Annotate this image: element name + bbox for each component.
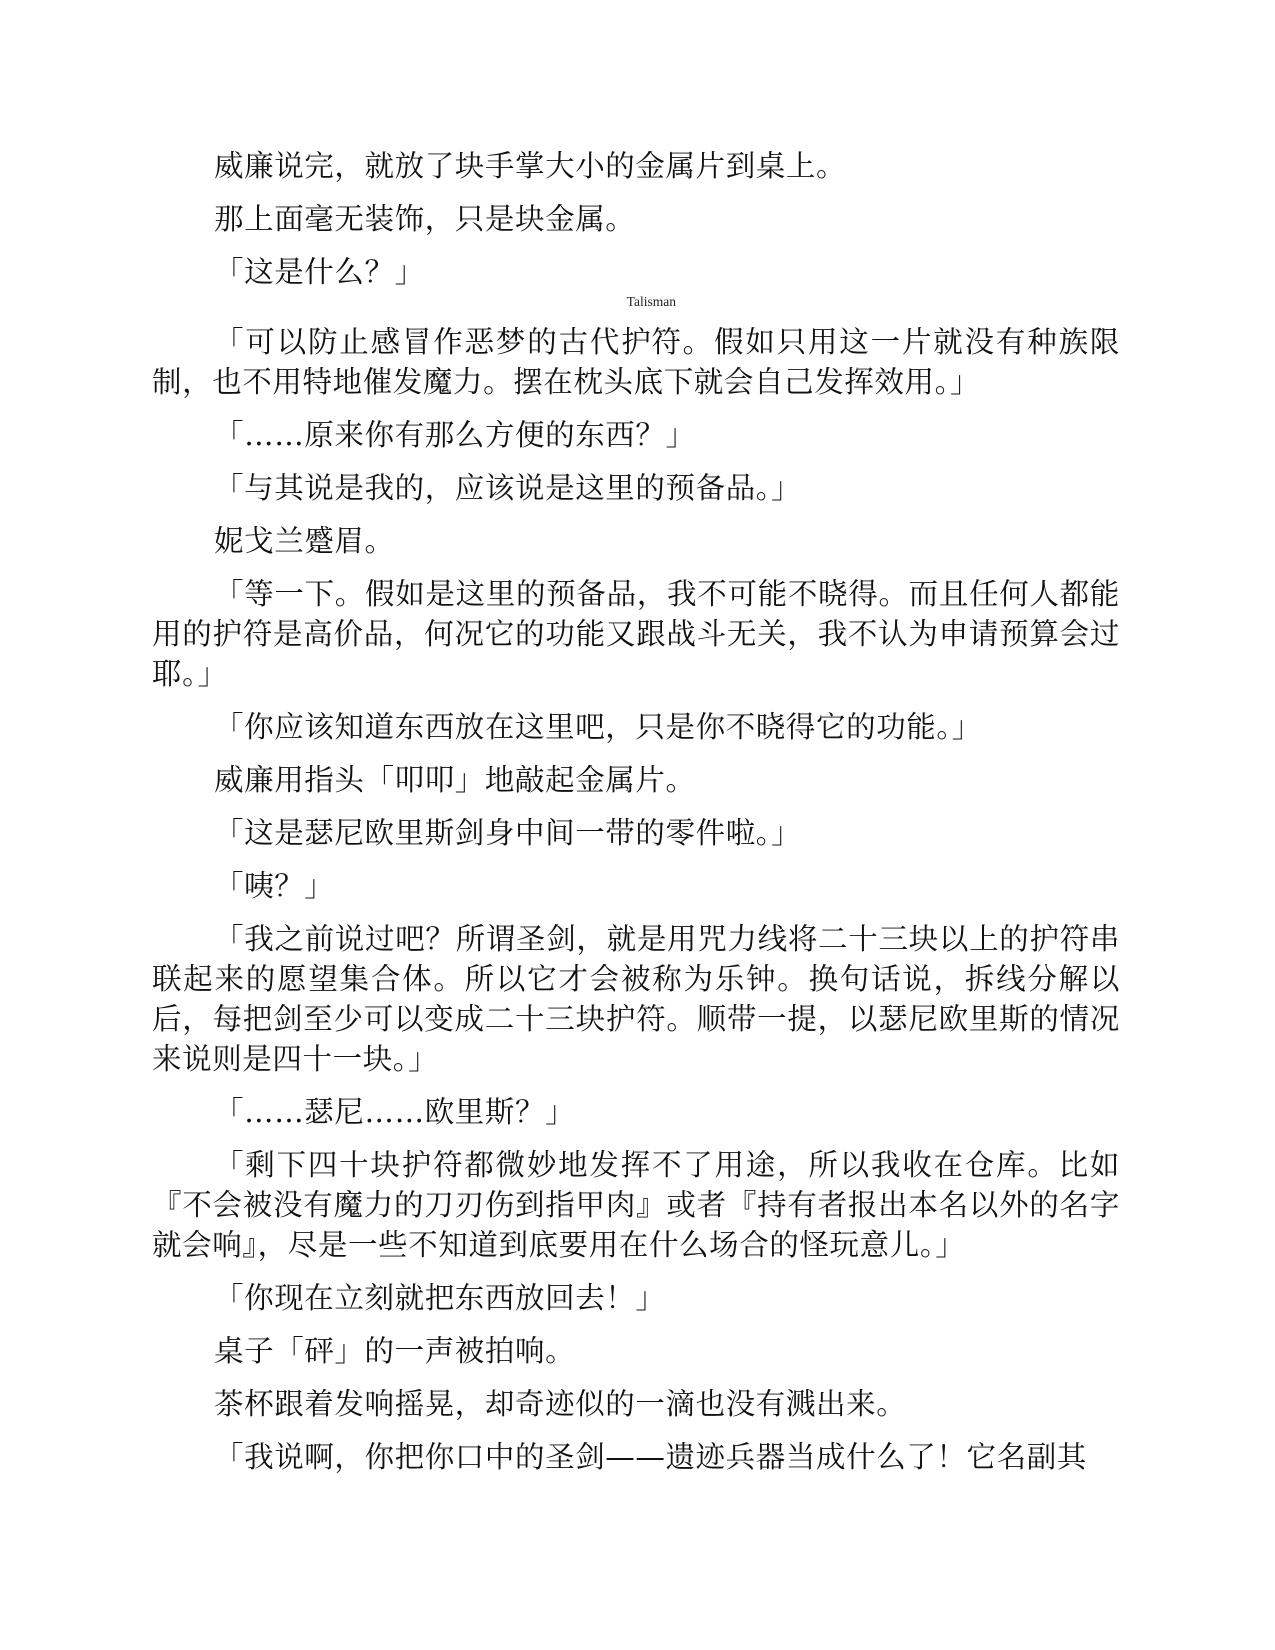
- paragraph-16: 「你现在立刻就把东西放回去！」: [214, 1281, 666, 1315]
- paragraph-3: 「这是什么？」: [214, 255, 425, 289]
- paragraph-8: 「等一下。假如是这里的预备品，我不可能不晓得。而且任何人都能用的护符是高价品，何况它的功能又跟战斗无关，我不认为申请预算会过耶。」: [152, 577, 1120, 691]
- paragraph-14: 「……瑟尼……欧里斯？」: [214, 1095, 576, 1129]
- paragraph-19: 「我说啊，你把你口中的圣剑——遗迹兵器当成什么了！它名副其: [214, 1440, 1087, 1474]
- paragraph-5: 「……原来你有那么方便的东西？」: [214, 418, 696, 452]
- paragraph-4: [152, 294, 1120, 402]
- ruby-word: [621, 294, 682, 362]
- paragraph-4-after: 。假如只用这一片就没有种族限制，也不用特地催发魔力。摆在枕头底下就会自己发挥效用。」: [152, 325, 1120, 399]
- paragraph-17: 桌子「砰」的一声被拍响。: [214, 1334, 576, 1368]
- paragraph-9: 「你应该知道东西放在这里吧，只是你不晓得它的功能。」: [214, 710, 982, 744]
- paragraph-4-before: 「可以防止感冒作恶梦的古代: [214, 325, 622, 359]
- paragraph-10: 威廉用指头「叩叩」地敲起金属片。: [214, 763, 696, 797]
- novel-text-body: [152, 146, 1120, 1477]
- paragraph-13: 「我之前说过吧？所谓圣剑，就是用咒力线将二十三块以上的护符串联起来的愿望集合体。所以它才会被称为乐钟。换句话说，拆线分解以后，每把剑至少可以变成二十三块护符。顺带一提，以瑟尼欧里斯的情况来说则是四十一块。」: [152, 922, 1120, 1076]
- paragraph-2: 那上面毫无装饰，只是块金属。: [214, 202, 636, 236]
- paragraph-15: 「剩下四十块护符都微妙地发挥不了用途，所以我收在仓库。比如『不会被没有魔力的刀刃伤到指甲肉』或者『持有者报出本名以外的名字就会响』，尽是一些不知道到底要用在什么场合的怪玩意儿。」: [152, 1148, 1120, 1262]
- paragraph-18: 茶杯跟着发响摇晃，却奇迹似的一滴也没有溅出来。: [214, 1387, 907, 1421]
- paragraph-12: 「咦？」: [214, 869, 335, 903]
- paragraph-7: 妮戈兰蹙眉。: [214, 524, 395, 558]
- paragraph-11: 「这是瑟尼欧里斯剑身中间一带的零件啦。」: [214, 816, 802, 850]
- ruby-base: 护符: [621, 325, 682, 359]
- paragraph-6: 「与其说是我的，应该说是这里的预备品。」: [214, 471, 802, 505]
- paragraph-1: 威廉说完，就放了块手掌大小的金属片到桌上。: [214, 149, 847, 183]
- ruby-annotation: Talisman: [626, 294, 676, 309]
